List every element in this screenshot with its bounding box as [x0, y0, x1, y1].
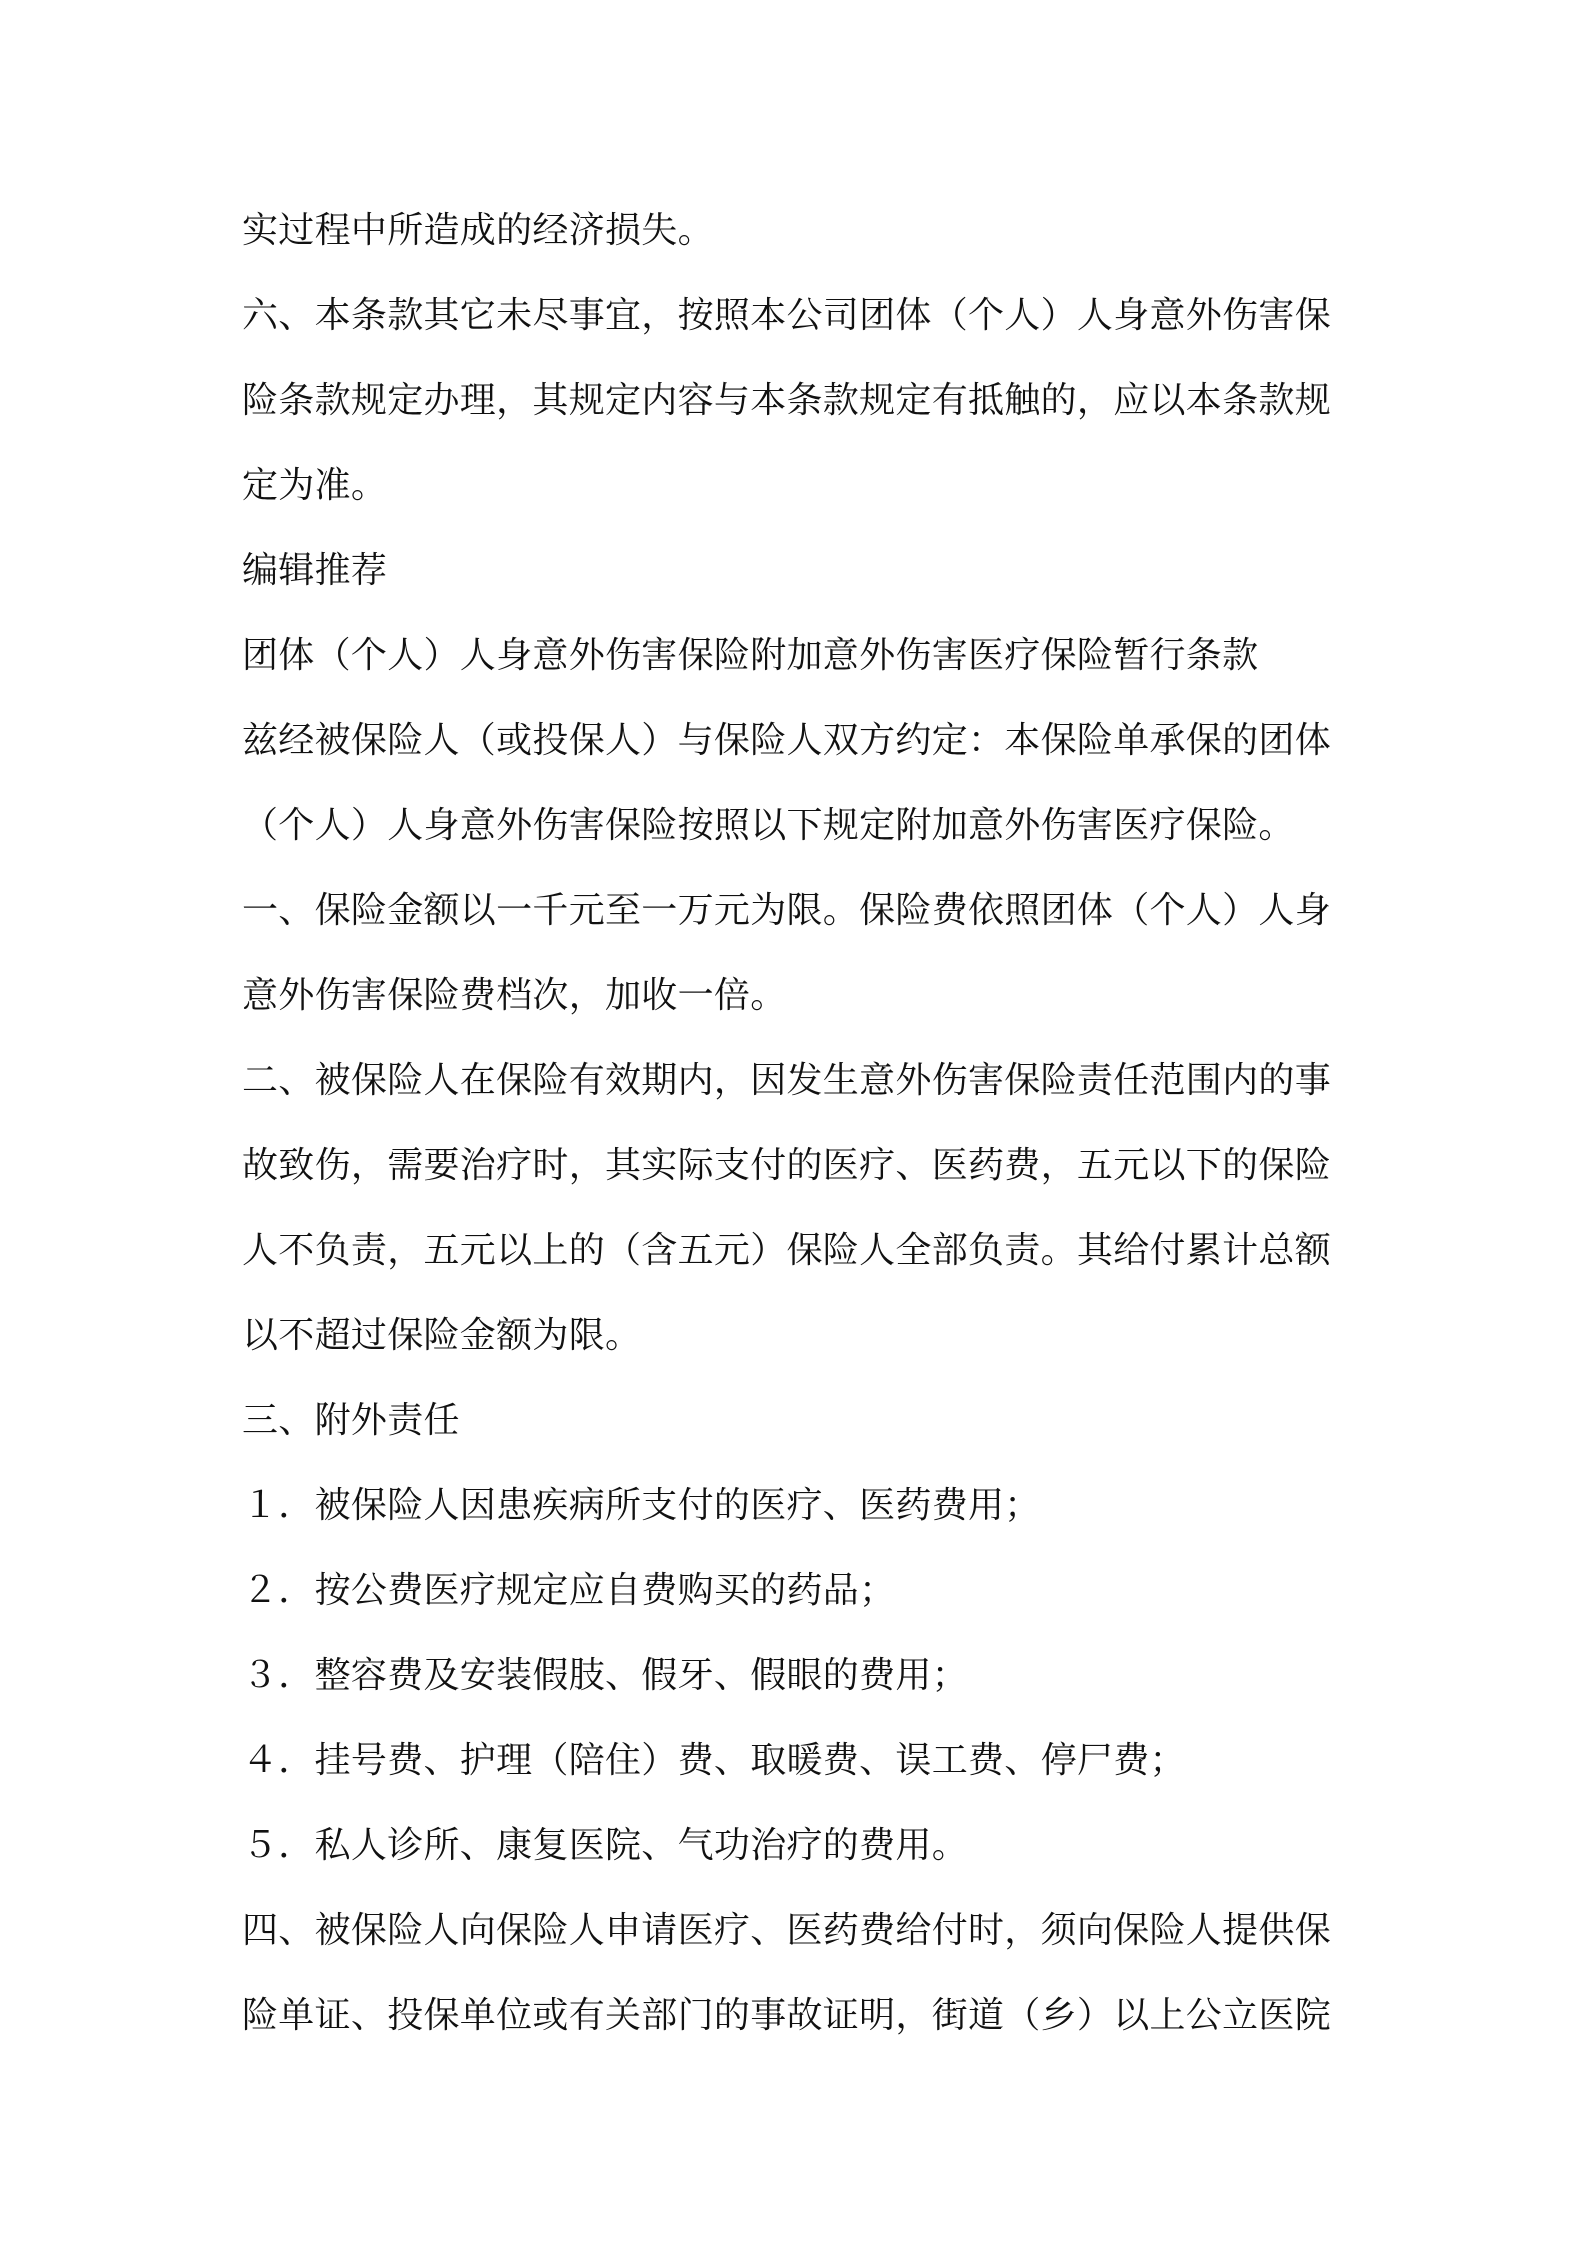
text-line: 六、本条款其它未尽事宜，按照本公司团体（个人）人身意外伤害保 — [242, 295, 1332, 336]
text-line: 以不超过保险金额为限。 — [242, 1315, 642, 1356]
list-item: ５．私人诊所、康复医院、气功治疗的费用。 — [242, 1825, 969, 1866]
document-body — [242, 188, 1352, 2058]
text-line: 三、附外责任 — [242, 1400, 460, 1441]
text-line: 险条款规定办理，其规定内容与本条款规定有抵触的，应以本条款规 — [242, 380, 1332, 421]
text-line: 四、被保险人向保险人申请医疗、医药费给付时，须向保险人提供保 — [242, 1910, 1332, 1951]
text-line: （个人）人身意外伤害保险按照以下规定附加意外伤害医疗保险。 — [242, 805, 1295, 846]
document-title: 团体（个人）人身意外伤害保险附加意外伤害医疗保险暂行条款 — [242, 635, 1259, 676]
text-line: 一、保险金额以一千元至一万元为限。保险费依照团体（个人）人身 — [242, 890, 1332, 931]
text-line: 险单证、投保单位或有关部门的事故证明，街道（乡）以上公立医院 — [242, 1995, 1332, 2036]
text-line: 意外伤害保险费档次，加收一倍。 — [242, 975, 787, 1016]
text-line: 故致伤，需要治疗时，其实际支付的医疗、医药费，五元以下的保险 — [242, 1145, 1332, 1186]
text-line: 定为准。 — [242, 465, 388, 506]
list-item: ２．按公费医疗规定应自费购买的药品； — [242, 1570, 896, 1611]
section-heading: 编辑推荐 — [242, 550, 388, 591]
list-item: ３．整容费及安装假肢、假牙、假眼的费用； — [242, 1655, 969, 1696]
text-line: 人不负责，五元以上的（含五元）保险人全部负责。其给付累计总额 — [242, 1230, 1332, 1271]
text-line: 兹经被保险人（或投保人）与保险人双方约定：本保险单承保的团体 — [242, 720, 1332, 761]
text-line: 实过程中所造成的经济损失。 — [242, 210, 714, 251]
text-line: 二、被保险人在保险有效期内，因发生意外伤害保险责任范围内的事 — [242, 1060, 1332, 1101]
list-item: ４．挂号费、护理（陪住）费、取暖费、误工费、停尸费； — [242, 1740, 1186, 1781]
list-item: １．被保险人因患疾病所支付的医疗、医药费用； — [242, 1485, 1041, 1526]
